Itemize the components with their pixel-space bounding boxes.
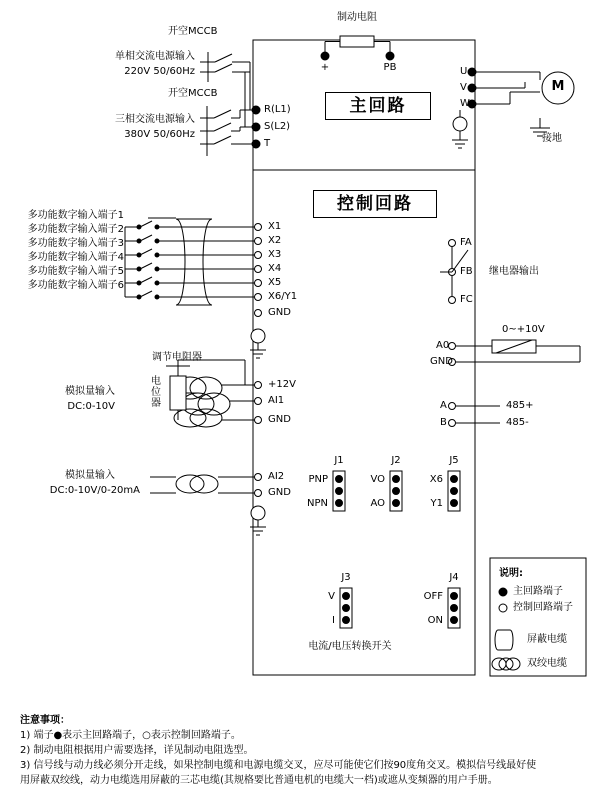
digital-input-label-5: 多功能数字输入端子5 [27,266,124,277]
terminal-w: W [460,98,470,109]
digital-input-label-1: 多功能数字输入端子1 [27,210,124,221]
note-item-3: 3) 信号线与动力线必须分开走线，如果控制电缆和电源电缆交叉，应尽可能使它们按90度角交叉。模拟信号线最好使 [20,760,537,771]
power-input-3phase-line1: 三相交流电源输入 [115,114,195,125]
jumper-j4-bottom: ON [427,615,443,626]
legend-item-control-terminal: 控制回路端子 [513,602,573,613]
braking-terminal-plus: + [320,62,330,73]
jumper-j4-top: OFF [423,591,443,602]
analog-input-1-line1: 模拟量输入 [65,386,115,397]
label-485-minus: 485- [506,417,529,428]
terminal-fc: FC [460,294,473,305]
braking-terminal-pb: PB [383,62,397,73]
terminal-gnd-ao: GND [430,356,453,367]
potentiometer-vertical-label: 电位器 [151,376,161,409]
terminal-fa: FA [460,237,472,248]
terminal-x4: X4 [268,263,282,274]
terminal-x5: X5 [268,277,282,288]
digital-input-label-4: 多功能数字输入端子4 [27,252,124,263]
jumper-j5-top: X6 [429,474,443,485]
mccb-label-3phase: 开空MCCB [168,88,218,99]
jumper-j3-top: V [328,591,335,602]
jumper-j1-top: PNP [308,474,328,485]
power-input-1phase-line1: 单相交流电源输入 [115,51,195,62]
notes-block [20,713,586,788]
terminal-fb: FB [460,266,473,277]
jumper-j3-bottom: I [332,615,335,626]
terminal-gnd-digital: GND [268,307,291,318]
note-item-4: 用屏蔽双绞线，动力电缆选用屏蔽的三芯电缆(其规格要比普通电机的电缆大一档)或遮从变频器的用户手册。 [20,775,498,786]
jumper-j2-top: VO [370,474,385,485]
terminal-t: T [264,138,271,149]
jumper-j1-name: J1 [334,455,344,466]
legend-title: 说明: [499,568,523,579]
terminal-x3: X3 [268,249,282,260]
motor-label: M [551,79,565,94]
jumper-j5-name: J5 [449,455,459,466]
potentiometer-label: 调节电阻器 [152,352,202,363]
main-circuit-title: 主回路 [325,92,431,120]
terminal-u: U [460,66,468,77]
terminal-ai1: AI1 [268,395,285,406]
notes-heading: 注意事项： [20,715,70,726]
terminal-ai2: AI2 [268,471,285,482]
analog-input-1-line2: DC:0-10V [67,401,115,412]
terminal-gnd-ai1: GND [268,414,291,425]
jumper-j4-name: J4 [449,572,459,583]
jumper-j1-bottom: NPN [307,498,328,509]
analog-input-2-line2: DC:0-10V/0-20mA [49,485,140,496]
note-item-2: 2) 制动电阻根据用户需要选择，详见制动电阻选型。 [20,745,254,756]
digital-input-label-3: 多功能数字输入端子3 [27,238,124,249]
legend-item-shielded-cable: 屏蔽电缆 [527,634,567,645]
terminal-x6-y1: X6/Y1 [268,291,298,302]
digital-input-label-2: 多功能数字输入端子2 [27,224,124,235]
terminal-r: R(L1) [264,104,291,115]
jumper-j5-bottom: Y1 [430,498,443,509]
jumper-j2-name: J2 [391,455,401,466]
switch-caption: 电流/电压转换开关 [308,641,392,652]
note-item-1: 1) 端子●表示主回路端子，○表示控制回路端子。 [20,730,241,741]
braking-resistor-label: 制动电阻 [337,12,377,23]
mccb-label-1phase: 开空MCCB [168,26,218,37]
terminal-x2: X2 [268,235,282,246]
power-input-1phase-line2: 220V 50/60Hz [124,66,195,77]
terminal-gnd-ai2: GND [268,487,291,498]
ground-label: 接地 [542,133,562,144]
jumper-j3-name: J3 [341,572,351,583]
legend-item-main-terminal: 主回路端子 [513,586,563,597]
terminal-485-a: A [440,400,447,411]
relay-output-label: 继电器输出 [489,266,539,277]
terminal-plus12v: +12V [268,379,296,390]
digital-input-label-6: 多功能数字输入端子6 [27,280,124,291]
power-input-3phase-line2: 380V 50/60Hz [124,129,195,140]
legend-item-twisted-cable: 双绞电缆 [527,658,567,669]
terminal-x1: X1 [268,221,282,232]
control-circuit-title: 控制回路 [313,190,437,218]
terminal-485-b: B [440,417,447,428]
terminal-v: V [460,82,467,93]
terminal-a0: A0 [436,340,450,351]
label-485-plus: 485+ [506,400,534,411]
terminal-s: S(L2) [264,121,291,132]
jumper-j2-bottom: AO [370,498,385,509]
analog-output-range: 0~+10V [502,324,545,335]
analog-input-2-line1: 模拟量输入 [65,470,115,481]
